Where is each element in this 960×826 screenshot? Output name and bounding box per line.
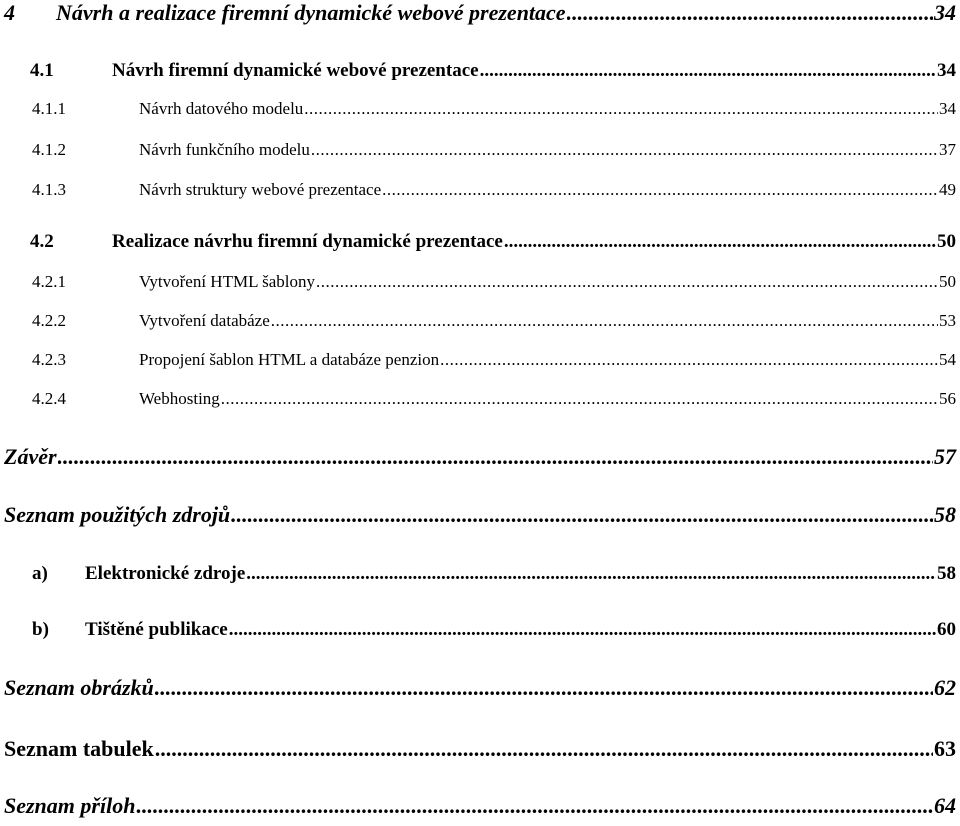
toc-title: Seznam obrázků — [4, 675, 154, 700]
toc-entry-list-of-figures[interactable] — [4, 675, 956, 701]
toc-leader — [480, 60, 936, 82]
toc-entry-subsection-4-1-3[interactable] — [32, 180, 956, 200]
toc-page-number: 34 — [939, 99, 956, 118]
toc-entry-conclusion[interactable] — [4, 444, 956, 470]
toc-number: a) — [32, 563, 48, 584]
toc-leader — [382, 180, 938, 200]
toc-title: Seznam použitých zdrojů — [4, 502, 231, 527]
toc-page-number: 58 — [937, 563, 956, 584]
toc-leader — [311, 140, 938, 160]
toc-entry-list-of-appendices[interactable] — [4, 793, 956, 819]
toc-title: Tištěné publikace — [85, 619, 228, 640]
toc-number: 4.1.2 — [32, 140, 66, 159]
toc-entry-subsection-4-2-3[interactable] — [32, 350, 956, 370]
toc-page-number: 64 — [934, 793, 956, 818]
toc-entry-references-printed[interactable] — [32, 619, 956, 641]
toc-entry-chapter-4[interactable] — [4, 0, 956, 26]
toc-title: Vytvoření databáze — [139, 311, 270, 330]
toc-title: Návrh a realizace firemní dynamické webové prezentace — [56, 0, 566, 25]
toc-page-number: 54 — [939, 350, 956, 369]
toc-title: Seznam tabulek — [4, 736, 154, 761]
toc-entry-references-electronic[interactable] — [32, 563, 956, 585]
toc-number: 4.1 — [30, 60, 54, 81]
toc-leader — [504, 231, 936, 253]
toc-page-number: 63 — [934, 736, 956, 761]
toc-leader — [58, 444, 933, 470]
toc-entry-subsection-4-1-1[interactable] — [32, 99, 956, 119]
toc-title: Návrh struktury webové prezentace — [139, 180, 382, 199]
toc-page-number: 58 — [934, 502, 956, 527]
toc-number: 4.2.3 — [32, 350, 66, 369]
toc-title: Propojení šablon HTML a databáze penzion — [139, 350, 440, 369]
toc-number: 4.1.1 — [32, 99, 66, 118]
toc-page-number: 37 — [939, 140, 956, 159]
toc-entry-subsection-4-1-2[interactable] — [32, 140, 956, 160]
toc-title: Návrh firemní dynamické webové prezentace — [112, 60, 479, 81]
toc-entry-subsection-4-2-1[interactable] — [32, 272, 956, 292]
toc-title: Návrh datového modelu — [139, 99, 304, 118]
toc-leader — [229, 619, 936, 641]
toc-page-number: 49 — [939, 180, 956, 199]
toc-page-number: 57 — [934, 444, 956, 469]
toc-number: b) — [32, 619, 49, 640]
toc-leader — [316, 272, 938, 292]
toc-leader — [155, 736, 933, 762]
toc-leader — [304, 99, 938, 119]
toc-title: Webhosting — [139, 389, 220, 408]
toc-leader — [567, 0, 933, 26]
toc-page-number: 56 — [939, 389, 956, 408]
toc-number: 4 — [4, 0, 15, 25]
toc-leader — [155, 675, 933, 701]
toc-page-number: 50 — [939, 272, 956, 291]
toc-page-number: 50 — [937, 231, 956, 252]
toc-leader — [231, 502, 933, 528]
toc-number: 4.2.1 — [32, 272, 66, 291]
toc-leader — [271, 311, 938, 331]
toc-number: 4.2.2 — [32, 311, 66, 330]
toc-leader — [136, 793, 933, 819]
toc-title: Vytvoření HTML šablony — [139, 272, 315, 291]
toc-entry-subsection-4-2-2[interactable] — [32, 311, 956, 331]
toc-number: 4.2 — [30, 231, 54, 252]
toc-page-number: 62 — [934, 675, 956, 700]
toc-title: Realizace návrhu firemní dynamické prezentace — [112, 231, 503, 252]
toc-entry-subsection-4-2-4[interactable] — [32, 389, 956, 409]
toc-leader — [440, 350, 938, 370]
toc-entry-section-4-1[interactable] — [30, 60, 956, 82]
toc-title: Elektronické zdroje — [85, 563, 246, 584]
toc-entry-references[interactable] — [4, 502, 956, 528]
toc-number: 4.2.4 — [32, 389, 66, 408]
toc-page-number: 53 — [939, 311, 956, 330]
toc-entry-list-of-tables[interactable] — [4, 736, 956, 762]
toc-title: Seznam příloh — [4, 793, 136, 818]
toc-leader — [246, 563, 936, 585]
toc-page-number: 34 — [937, 60, 956, 81]
toc-title: Návrh funkčního modelu — [139, 140, 310, 159]
toc-number: 4.1.3 — [32, 180, 66, 199]
toc-title: Závěr — [4, 444, 57, 469]
toc-page-number: 60 — [937, 619, 956, 640]
toc-page-number: 34 — [934, 0, 956, 25]
toc-entry-section-4-2[interactable] — [30, 231, 956, 253]
toc-leader — [221, 389, 938, 409]
